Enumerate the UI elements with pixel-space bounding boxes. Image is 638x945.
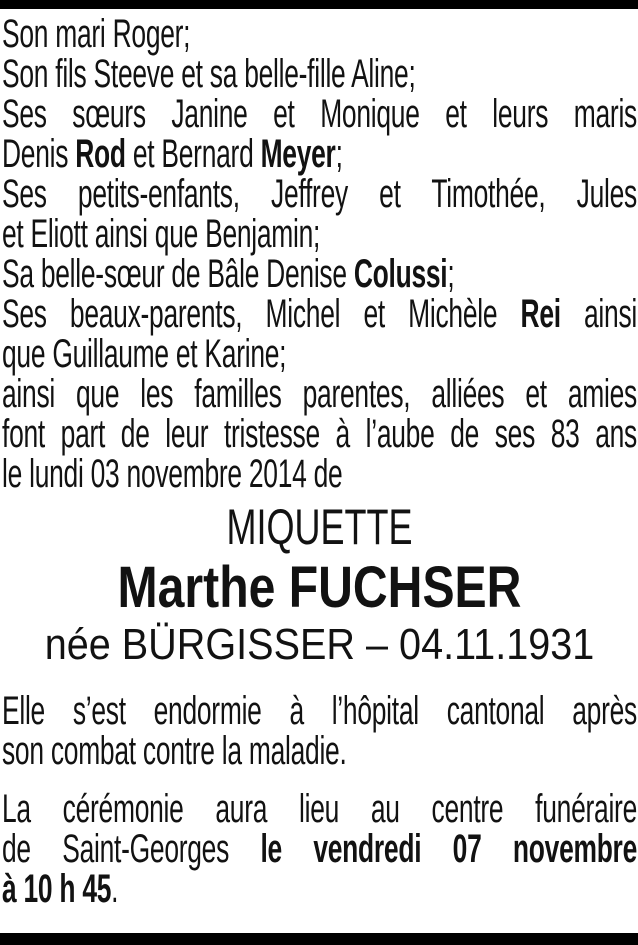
notice-line [2, 174, 637, 214]
text-segment: ; [335, 132, 343, 176]
birth-name-text: née BÜRGISSER – 04.11.1931 [44, 620, 595, 669]
notice-line [2, 829, 637, 869]
text-segment: ainsi que les familles parentes, alliées et amies [2, 372, 637, 416]
notice-line [2, 214, 637, 254]
deceased-name-heading [2, 555, 637, 620]
bottom-border-bar [0, 933, 638, 945]
notice-line [2, 869, 637, 909]
bold-text-segment: à 10 h 45 [2, 867, 112, 911]
notice-line [2, 14, 637, 54]
notice-line [2, 134, 637, 174]
family-announcement-block [2, 14, 637, 494]
notice-line [2, 54, 637, 94]
notice-line [2, 414, 637, 454]
text-segment: de Saint-Georges [2, 827, 261, 871]
notice-line [2, 691, 637, 731]
bold-text-segment: le vendredi 07 novembre [260, 827, 637, 871]
bold-text-segment: Rei [520, 292, 561, 336]
birth-name-line [2, 620, 637, 669]
notice-line [2, 334, 637, 374]
text-segment: La cérémonie aura lieu au centre funéraire [2, 787, 637, 831]
text-segment: et Bernard [125, 132, 261, 176]
text-segment: son combat contre la maladie. [2, 729, 347, 773]
text-segment: et Eliott ainsi que Benjamin; [2, 212, 321, 256]
text-segment: font part de leur tristesse à l’aube de ses 83 ans [2, 412, 637, 456]
notice-line [2, 374, 637, 414]
notice-line [2, 94, 637, 134]
notice-line [2, 294, 637, 334]
notice-line [2, 254, 637, 294]
nickname-heading [2, 499, 637, 555]
death-circumstances-paragraph [2, 691, 637, 771]
text-segment: Denis [2, 132, 76, 176]
text-segment: Elle s’est endormie à l’hôpital cantonal après [2, 689, 637, 733]
text-segment: Son fils Steeve et sa belle-fille Aline; [2, 52, 416, 96]
nickname-text: MIQUETTE [226, 499, 413, 555]
text-segment: . [111, 867, 119, 911]
text-segment: ainsi [560, 292, 638, 336]
notice-line [2, 731, 637, 771]
text-segment: ; [447, 252, 455, 296]
text-segment: Ses beaux-parents, Michel et Michèle [2, 292, 521, 336]
text-segment: Son mari Roger; [2, 12, 191, 56]
text-segment: Ses sœurs Janine et Monique et leurs maris [2, 92, 637, 136]
ceremony-details-paragraph [2, 789, 637, 909]
text-segment: Ses petits-enfants, Jeffrey et Timothée, Jules [2, 172, 637, 216]
notice-line [2, 454, 637, 494]
top-border-bar [0, 0, 638, 9]
bold-text-segment: Colussi [353, 252, 448, 296]
notice-line [2, 789, 637, 829]
text-segment: le lundi 03 novembre 2014 de [2, 452, 343, 496]
text-segment: Sa belle-sœur de Bâle Denise [2, 252, 354, 296]
text-segment: que Guillaume et Karine; [2, 332, 287, 376]
bold-text-segment: Meyer [260, 132, 336, 176]
bold-text-segment: Rod [75, 132, 126, 176]
deceased-name-text: Marthe FUCHSER [117, 555, 522, 620]
